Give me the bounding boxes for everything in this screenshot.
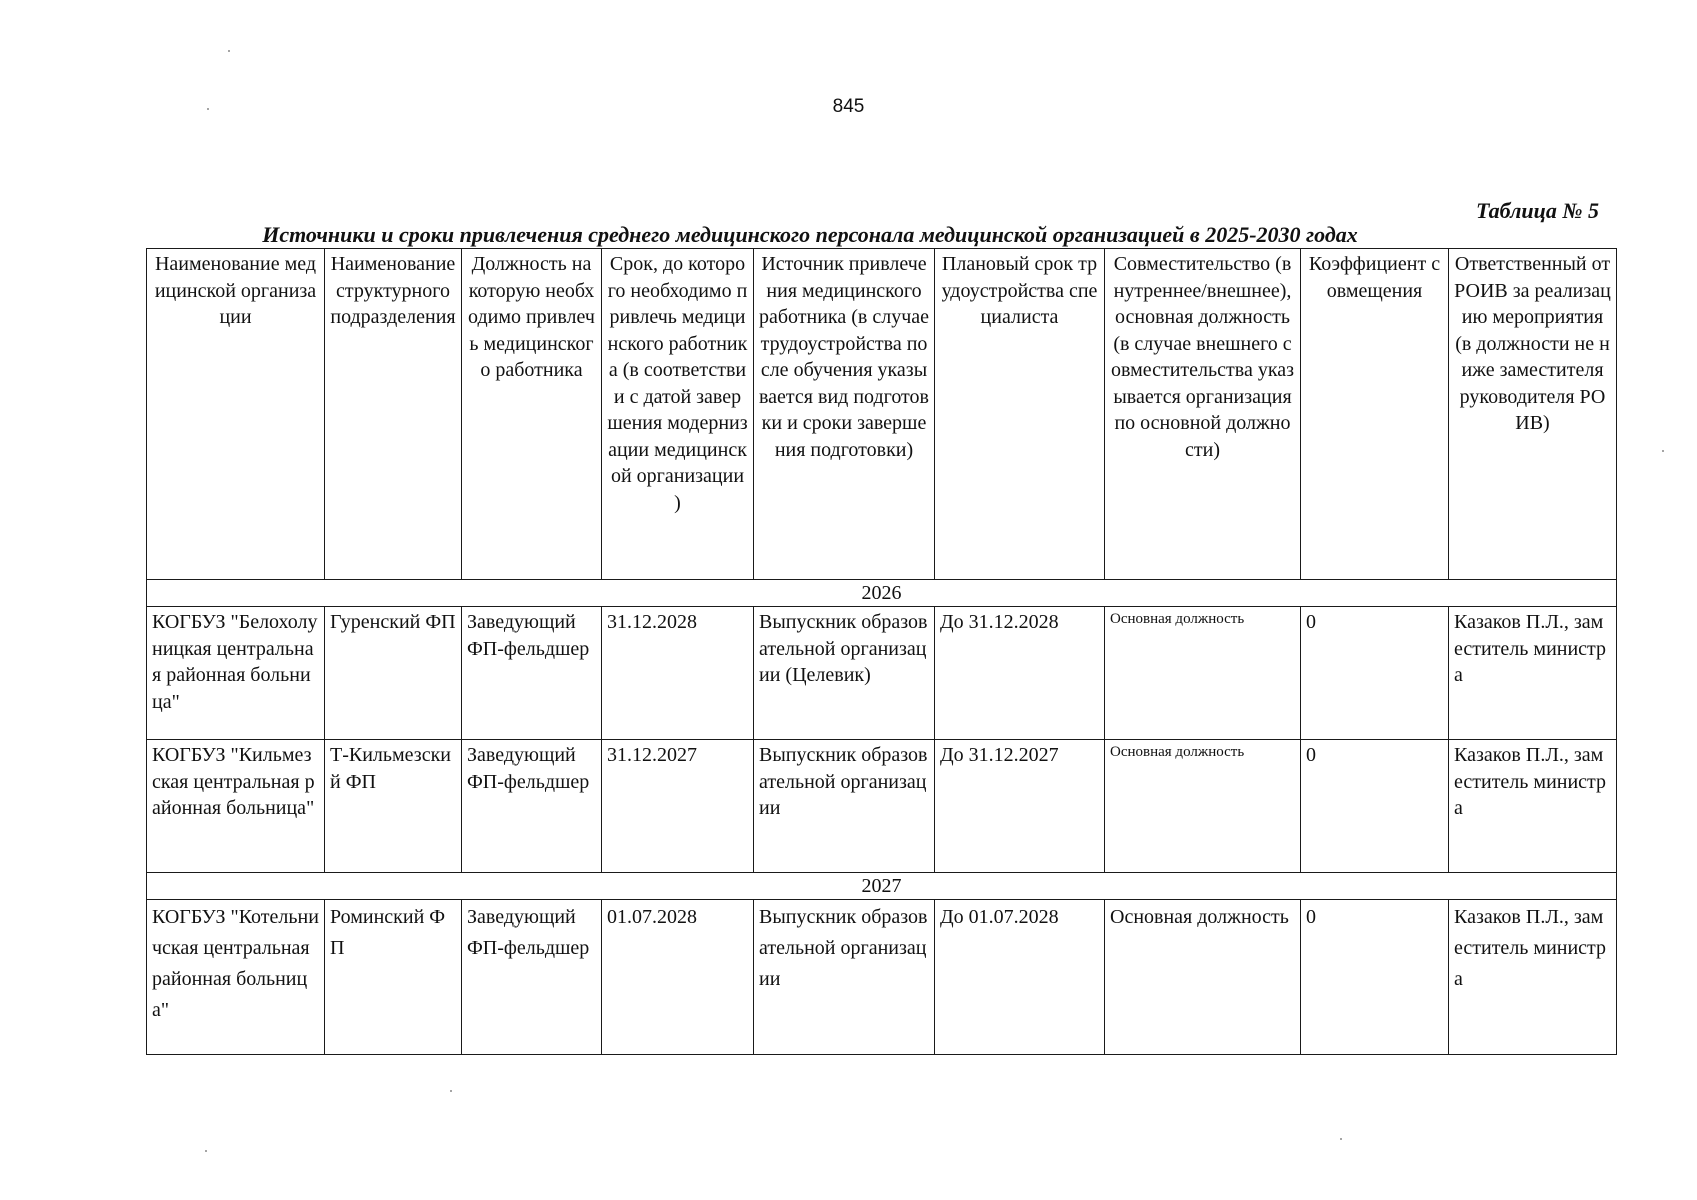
cell-subdivision: Т-Кильмезский ФП: [325, 740, 462, 873]
table-row: [147, 900, 1617, 1055]
scan-speck: [1340, 1138, 1342, 1140]
cell-combination: Основная должность: [1105, 900, 1301, 1055]
header-row: [147, 249, 1617, 580]
scan-speck: [1662, 450, 1664, 452]
header-position: Должность на которую необходимо привлечь медицинского работника: [462, 249, 602, 580]
scan-speck: [228, 50, 230, 52]
page-number: 845: [832, 96, 865, 117]
year-row: [147, 873, 1617, 900]
scan-speck: [450, 1090, 452, 1092]
table-row: [147, 740, 1617, 873]
cell-position: Заведующий ФП-фельдшер: [462, 740, 602, 873]
cell-responsible: Казаков П.Л., заместитель министра: [1449, 607, 1617, 740]
cell-organization: КОГБУЗ "Кильмезская центральная районная больница": [147, 740, 325, 873]
cell-planned-date: До 01.07.2028: [935, 900, 1105, 1055]
year-row: [147, 580, 1617, 607]
table-title: Источники и сроки привлечения среднего медицинского персонала медицинской организацией в 2025-2030 годах: [262, 222, 1358, 247]
header-combination: Совместительство (внутреннее/внешнее), основная должность (в случае внешнего совместительства указывается организация по основной должности): [1105, 249, 1301, 580]
header-coefficient: Коэффициент совмещения: [1301, 249, 1449, 580]
cell-subdivision: Роминский ФП: [325, 900, 462, 1055]
cell-organization: КОГБУЗ "Котельничская центральная районная больница": [147, 900, 325, 1055]
cell-responsible: Казаков П.Л., заместитель министра: [1449, 740, 1617, 873]
cell-coefficient: 0: [1301, 740, 1449, 873]
cell-source: Выпускник образовательной организации: [754, 740, 935, 873]
cell-deadline: 31.12.2027: [602, 740, 754, 873]
cell-combination: Основная должность: [1105, 740, 1301, 873]
year-label: 2026: [147, 580, 1617, 607]
table-number: Таблица № 5: [1476, 198, 1599, 223]
header-organization: Наименование медицинской организации: [147, 249, 325, 580]
cell-coefficient: 0: [1301, 607, 1449, 740]
table-row: [147, 607, 1617, 740]
header-planned-date: Плановый срок трудоустройства специалиста: [935, 249, 1105, 580]
cell-source: Выпускник образовательной организации (Целевик): [754, 607, 935, 740]
cell-planned-date: До 31.12.2027: [935, 740, 1105, 873]
cell-responsible: Казаков П.Л., заместитель министра: [1449, 900, 1617, 1055]
header-source: Источник привлечения медицинского работника (в случае трудоустройства после обучения указывается вид подготовки и сроки завершения подготовки): [754, 249, 935, 580]
cell-source: Выпускник образовательной организации: [754, 900, 935, 1055]
cell-position: Заведующий ФП-фельдшер: [462, 607, 602, 740]
cell-deadline: 31.12.2028: [602, 607, 754, 740]
cell-position: Заведующий ФП-фельдшер: [462, 900, 602, 1055]
cell-planned-date: До 31.12.2028: [935, 607, 1105, 740]
header-responsible: Ответственный от РОИВ за реализацию мероприятия (в должности не ниже заместителя руководителя РОИВ): [1449, 249, 1617, 580]
cell-combination: Основная должность: [1105, 607, 1301, 740]
scan-speck: [207, 108, 209, 110]
staffing-table: [146, 248, 1617, 1055]
header-subdivision: Наименование структурного подразделения: [325, 249, 462, 580]
cell-organization: КОГБУЗ "Белохолуницкая центральная районная больница": [147, 607, 325, 740]
cell-coefficient: 0: [1301, 900, 1449, 1055]
scan-speck: [205, 1150, 207, 1152]
year-label: 2027: [147, 873, 1617, 900]
cell-subdivision: Гуренский ФП: [325, 607, 462, 740]
cell-deadline: 01.07.2028: [602, 900, 754, 1055]
header-deadline: Срок, до которого необходимо привлечь медицинского работника (в соответствии с датой завершения модернизации медицинской организации ): [602, 249, 754, 580]
